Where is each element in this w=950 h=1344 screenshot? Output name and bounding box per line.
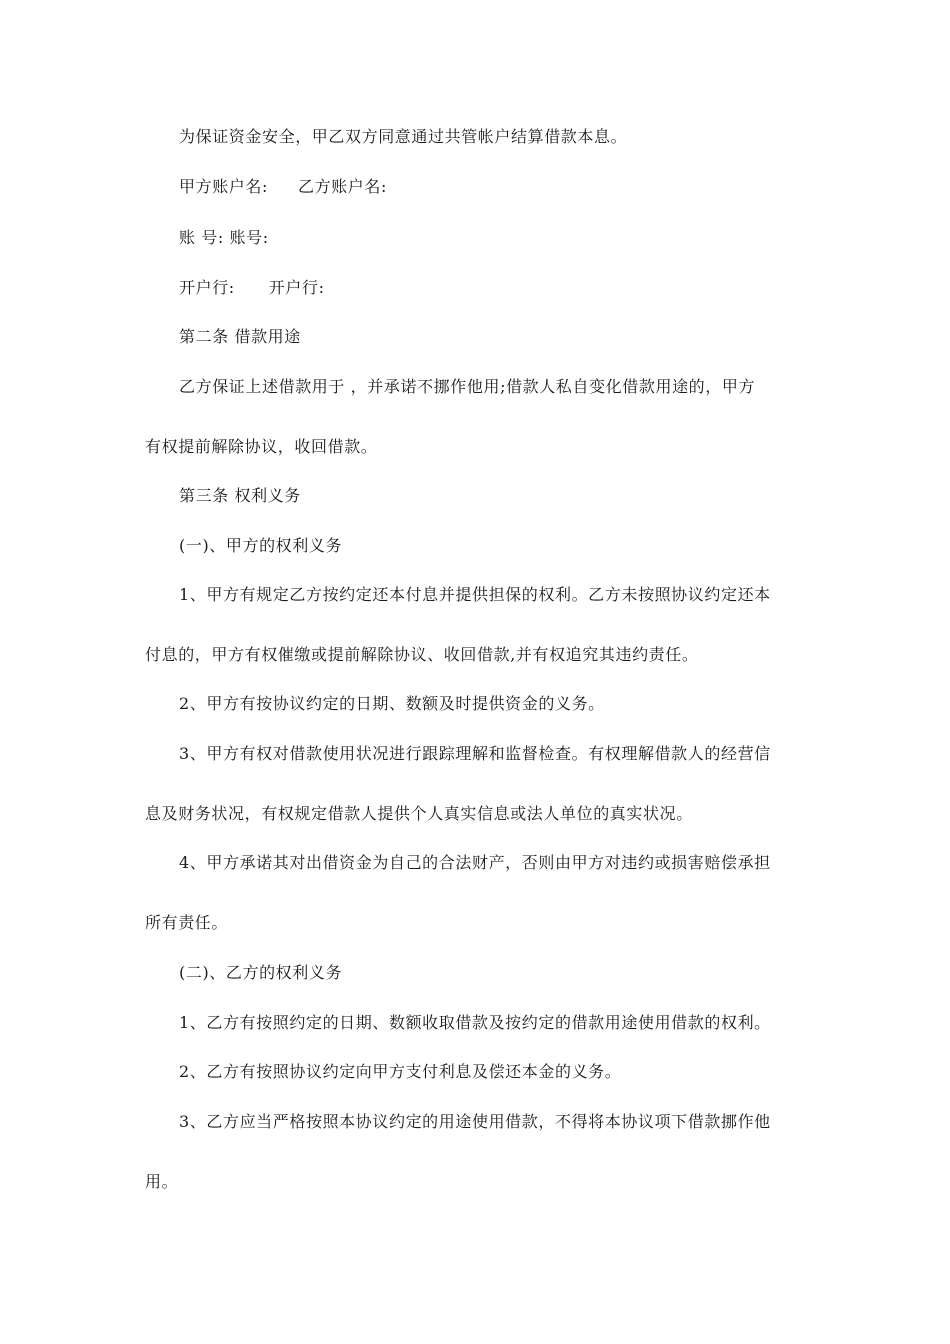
party-b-account-name-label: 乙方账户名: <box>298 177 387 196</box>
party-a-item-3: 3、甲方有权对借款使用状况进行跟踪理解和监督检查。有权理解借款人的经营信 <box>179 744 771 763</box>
party-b-item-3-cont: 用。 <box>145 1172 179 1191</box>
article-2-heading: 第二条 借款用途 <box>179 327 301 346</box>
party-b-bank-label: 开户行: <box>268 278 325 297</box>
party-a-bank-label: 开户行: <box>179 278 235 297</box>
article-2-paragraph: 乙方保证上述借款用于 ，并承诺不挪作他用;借款人私自变化借款用途的，甲方 <box>179 377 756 396</box>
party-b-rights-heading: (二)、乙方的权利义务 <box>179 963 343 982</box>
party-a-rights-heading: (一)、甲方的权利义务 <box>179 536 343 555</box>
party-a-item-3-cont: 息及财务状况，有权规定借款人提供个人真实信息或法人单位的真实状况。 <box>145 804 693 823</box>
paragraph-settlement: 为保证资金安全，甲乙双方同意通过共管帐户结算借款本息。 <box>179 127 628 146</box>
article-2-paragraph-cont: 有权提前解除协议，收回借款。 <box>145 437 378 456</box>
party-a-item-1: 1、甲方有规定乙方按约定还本付息并提供担保的权利。乙方未按照协议约定还本 <box>179 585 771 604</box>
party-b-item-3: 3、乙方应当严格按照本协议约定的用途使用借款，不得将本协议项下借款挪作他 <box>179 1112 771 1131</box>
bank-row <box>179 278 325 298</box>
party-a-item-1-cont: 付息的，甲方有权催缴或提前解除协议、收回借款,并有权追究其违约责任。 <box>145 645 699 664</box>
party-b-item-1: 1、乙方有按照约定的日期、数额收取借款及按约定的借款用途使用借款的权利。 <box>179 1013 771 1032</box>
party-b-item-2: 2、乙方有按照协议约定向甲方支付利息及偿还本金的义务。 <box>179 1062 622 1081</box>
party-a-item-4: 4、甲方承诺其对出借资金为自己的合法财产，否则由甲方对违约或损害赔偿承担 <box>179 853 771 872</box>
party-a-item-4-cont: 所有责任。 <box>145 913 229 932</box>
account-name-row <box>179 177 387 197</box>
party-a-account-name-label: 甲方账户名: <box>179 177 268 196</box>
account-number-row: 账 号: 账号: <box>179 228 269 247</box>
party-a-item-2: 2、甲方有按协议约定的日期、数额及时提供资金的义务。 <box>179 694 605 713</box>
article-3-heading: 第三条 权利义务 <box>179 486 301 505</box>
